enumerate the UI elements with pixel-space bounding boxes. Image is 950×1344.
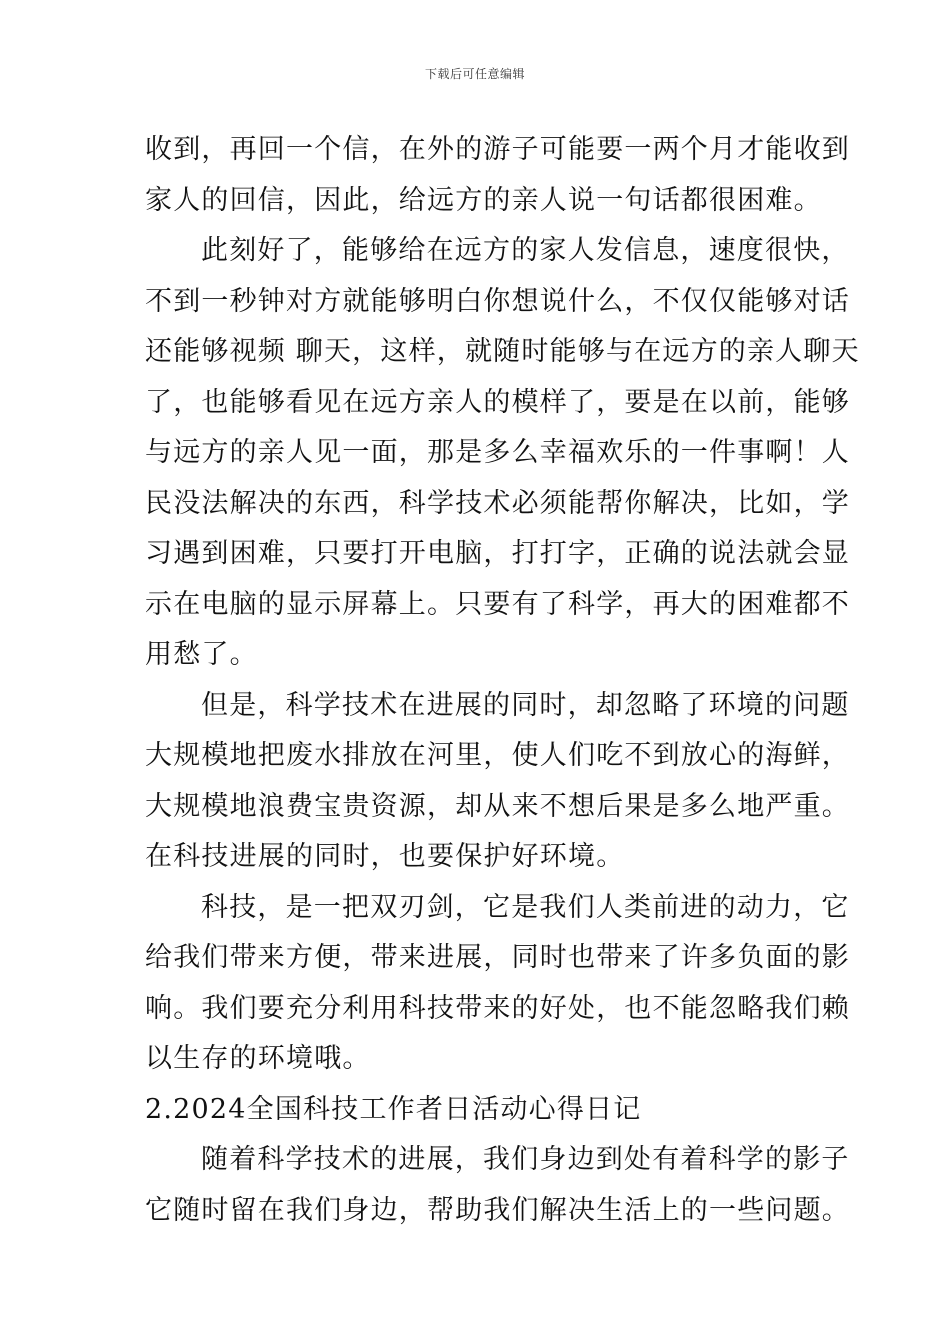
text-line: 2.2024全国科技工作者日活动心得日记 bbox=[145, 1093, 642, 1125]
text-line: 在科技进展的同时，也要保护好环境。 bbox=[145, 841, 625, 872]
text-line: 用愁了。 bbox=[145, 639, 258, 670]
text-line: 民没法解决的东西，科学技术必须能帮你解决，比如，学 bbox=[145, 487, 850, 519]
text-line: 示在电脑的显示屏幕上。只要有了科学，再大的困难都不 bbox=[145, 588, 850, 620]
text-line: 大规模地把废水排放在河里，使人们吃不到放心的海鲜， bbox=[145, 740, 850, 771]
text-line: 大规模地浪费宝贵资源，却从来不想后果是多么地严重。 bbox=[145, 790, 850, 822]
text-line: 家人的回信，因此，给远方的亲人说一句话都很困难。 bbox=[145, 184, 822, 216]
page-header: 下载后可任意编辑 bbox=[424, 67, 525, 81]
text-line: 此刻好了，能够给在远方的家人发信息，速度很快， bbox=[201, 235, 850, 266]
text-line: 给我们带来方便，带来进展，同时也带来了许多负面的影 bbox=[145, 942, 850, 973]
text-line: 与远方的亲人见一面，那是多么幸福欢乐的一件事啊！人 bbox=[145, 437, 850, 468]
text-line: 随着科学技术的进展，我们身边到处有着科学的影子 bbox=[201, 1144, 850, 1175]
text-line: 收到，再回一个信，在外的游子可能要一两个月才能收到 bbox=[145, 134, 850, 165]
text-line: 但是，科学技术在进展的同时，却忽略了环境的问题 bbox=[201, 689, 850, 721]
text-line: 响。我们要充分利用科技带来的好处，也不能忽略我们赖 bbox=[145, 992, 850, 1024]
text-line: 还能够视频 聊天，这样，就随时能够与在远方的亲人聊天 bbox=[145, 336, 860, 367]
text-line: 它随时留在我们身边，帮助我们解决生活上的一些问题。 bbox=[145, 1194, 850, 1226]
text-line: 不到一秒钟对方就能够明白你想说什么，不仅仅能够对话 bbox=[145, 285, 850, 317]
text-line: 科技，是一把双刃剑，它是我们人类前进的动力，它 bbox=[201, 891, 850, 923]
document-body bbox=[145, 125, 860, 1236]
text-line: 了，也能够看见在远方亲人的模样了，要是在以前，能够 bbox=[145, 386, 850, 418]
text-line: 以生存的环境哦。 bbox=[145, 1043, 371, 1074]
text-line: 习遇到困难，只要打开电脑，打打字，正确的说法就会显 bbox=[145, 538, 850, 569]
